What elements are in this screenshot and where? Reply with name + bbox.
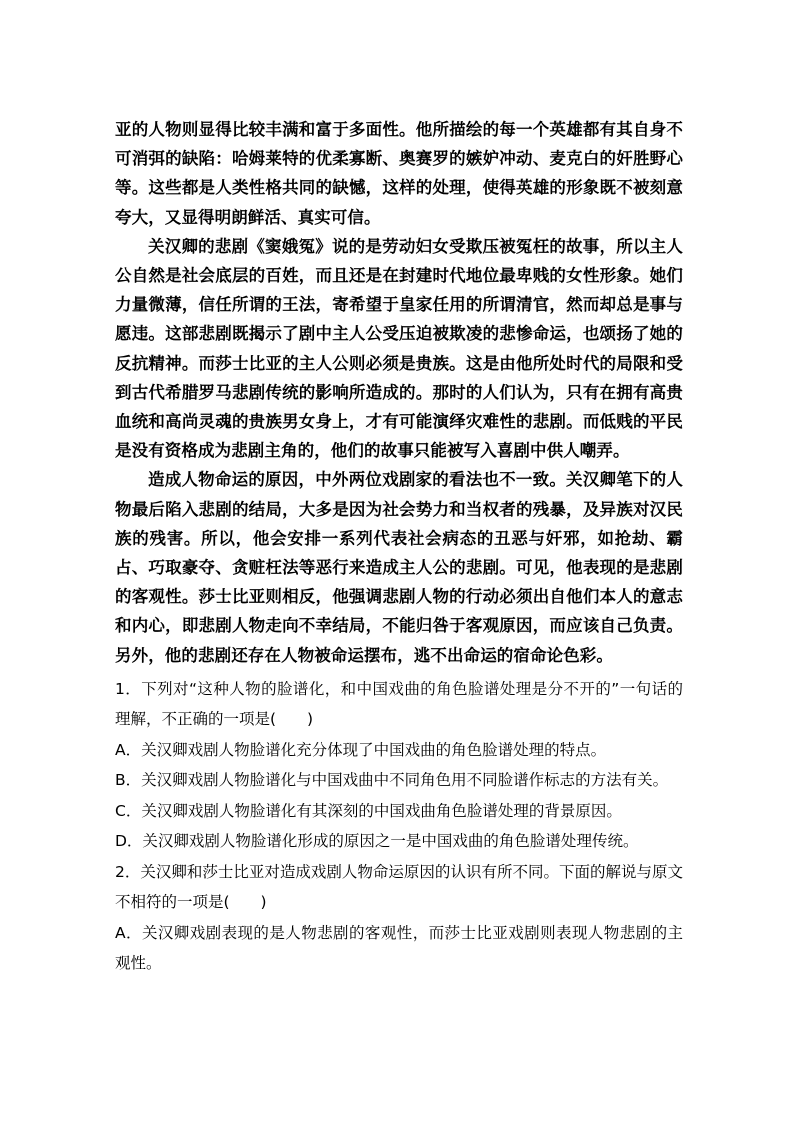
question-1-option-d: D．关汉卿戏剧人物脸谱化形成的原因之一是中国戏曲的角色脸谱处理传统。 (115, 832, 639, 851)
question-1-option-c: C．关汉卿戏剧人物脸谱化有其深刻的中国戏曲角色脸谱处理的背景原因。 (115, 801, 622, 820)
question-1-stem: 1．下列对“这种人物的脸谱化，和中国戏曲的角色脸谱处理是分不开的”一句话的理解，不正确的一项是( ) (115, 679, 683, 729)
passage-paragraph-3: 造成人物命运的原因，中外两位戏剧家的看法也不一致。关汉卿笔下的人物最后陷入悲剧的结局，大多是因为社会势力和当权者的残暴，及异族对汉民族的残害。所以，他会安排一系列代表社会病态的丑恶与奸邪，如抢劫、霸占、巧取豪夺、贪赃枉法等恶行来造成主人公的悲剧。可见，他表现的是悲剧的客观性。莎士比亚则相反，他强调悲剧人物的行动必须出自他们本人的意志和内心，即悲剧人物走向不幸结局，不能归咎于客观原因，而应该自己负责。另外，他的悲剧还存在人物被命运摆布，逃不出命运的宿命论色彩。 (115, 470, 683, 665)
question-section (115, 674, 683, 979)
question-1-option-a: A．关汉卿戏剧人物脸谱化充分体现了中国戏曲的角色脸谱处理的特点。 (115, 740, 607, 759)
passage-paragraph-1: 亚的人物则显得比较丰满和富于多面性。他所描绘的每一个英雄都有其自身不可消弭的缺陷：哈姆莱特的优柔寡断、奥赛罗的嫉妒冲动、麦克白的奸胜野心等。这些都是人类性格共同的缺憾，这样的处理，使得英雄的形象既不被刻意夸大，又显得明朗鲜活、真实可信。 (115, 120, 683, 227)
page-content (115, 115, 683, 979)
question-2-stem: 2．关汉卿和莎士比亚对造成戏剧人物命运原因的认识有所不同。下面的解说与原文不相符的一项是( ) (115, 862, 683, 912)
question-2-option-a: A．关汉卿戏剧表现的是人物悲剧的客观性，而莎士比亚戏剧则表现人物悲剧的主观性。 (115, 923, 683, 973)
question-1-option-b: B．关汉卿戏剧人物脸谱化与中国戏曲中不同角色用不同脸谱作标志的方法有关。 (115, 771, 669, 790)
passage-paragraph-2: 关汉卿的悲剧《窦娥冤》说的是劳动妇女受欺压被冤枉的故事，所以主人公自然是社会底层的百姓，而且还是在封建时代地位最卑贱的女性形象。她们力量微薄，信任所谓的王法，寄希望于皇家任用的所谓清官，然而却总是事与愿违。这部悲剧既揭示了剧中主人公受压迫被欺凌的悲惨命运，也颂扬了她的反抗精神。而莎士比亚的主人公则必须是贵族。这是由他所处时代的局限和受到古代希腊罗马悲剧传统的影响所造成的。那时的人们认为，只有在拥有高贵血统和高尚灵魂的贵族男女身上，才有可能演绎灾难性的悲剧。而低贱的平民是没有资格成为悲剧主角的，他们的故事只能被写入喜剧中供人嘲弄。 (115, 236, 683, 461)
